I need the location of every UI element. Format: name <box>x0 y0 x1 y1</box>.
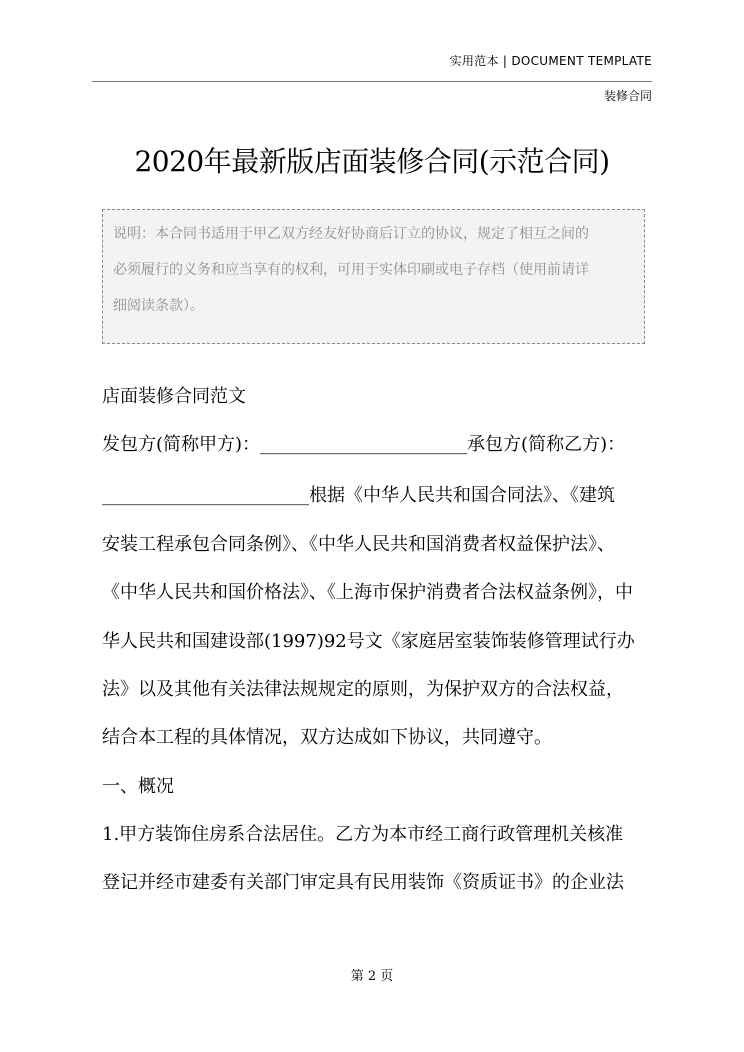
section-heading: 一、概况 <box>102 776 174 797</box>
note-line: 必须履行的义务和应当享有的权利，可用于实体印刷或电子存档（使用前请详 <box>113 262 589 278</box>
header-category: 装修合同 <box>603 89 652 103</box>
body-text-line: 华人民共和国建设部(1997)92号文《家庭居室装饰装修管理试行办 <box>102 631 635 652</box>
note-box <box>102 209 645 344</box>
body-text-line: 《中华人民共和国价格法》、《上海市保护消费者合法权益条例》，中 <box>102 582 633 603</box>
document-title: 2020年最新版店面装修合同(示范合同) <box>134 145 610 178</box>
body-text-line: 安装工程承包合同条例》、《中华人民共和国消费者权益保护法》、 <box>102 534 615 555</box>
page-number: 第 2 页 <box>350 969 394 984</box>
body-text-line: 结合本工程的具体情况，双方达成如下协议，共同遵守。 <box>102 727 552 748</box>
body-text-line: 登记并经市建委有关部门审定具有民用装饰《资质证书》的企业法 <box>102 872 624 893</box>
note-line: 说明：本合同书适用于甲乙双方经友好协商后订立的协议，规定了相互之间的 <box>113 226 589 242</box>
header-divider <box>92 81 652 82</box>
header-document-template: 实用范本 | DOCUMENT TEMPLATE <box>449 54 652 68</box>
body-text-line: 1.甲方装饰住房系合法居住。乙方为本市经工商行政管理机关核准 <box>102 824 624 845</box>
body-text-line: 发包方(简称甲方)：_______________________承包方(简称乙方)： <box>102 434 626 455</box>
section-heading: 店面装修合同范文 <box>102 386 246 407</box>
body-text-line: 法》以及其他有关法律法规规定的原则，为保护双方的合法权益， <box>102 679 624 700</box>
body-text-line: _______________________根据《中华人民共和国合同法》、《建筑 <box>102 485 615 506</box>
note-line: 细阅读条款）。 <box>113 298 204 314</box>
